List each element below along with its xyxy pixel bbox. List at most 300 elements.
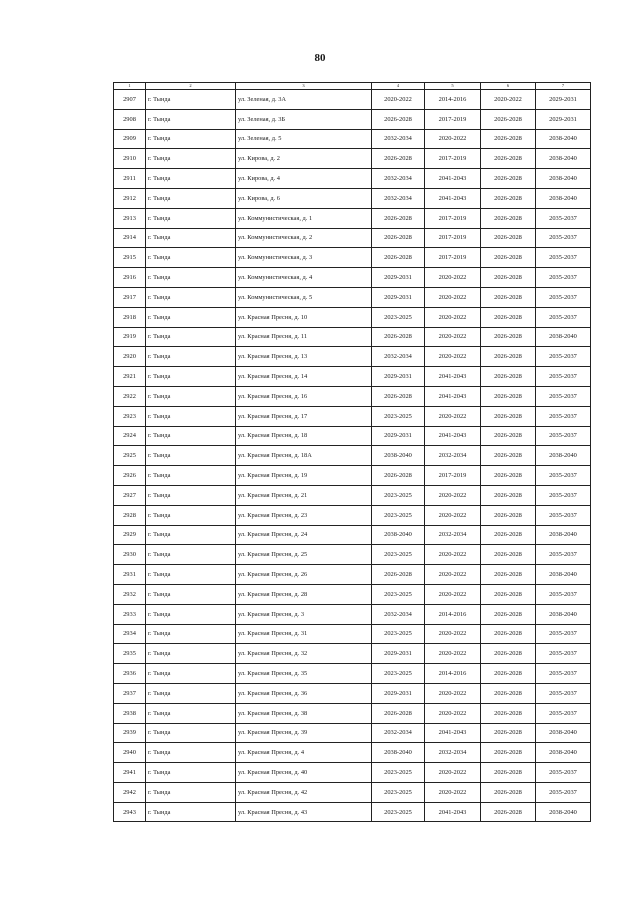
table-row [114,90,591,110]
table-row [114,545,591,565]
row-number-cell: 2926 [114,466,146,486]
period-cell: 2032-2034 [425,446,481,466]
period-cell: 2035-2037 [536,644,591,664]
period-cell: 2026-2028 [481,505,536,525]
period-cell: 2038-2040 [536,743,591,763]
table-row [114,763,591,783]
row-number-cell: 2908 [114,109,146,129]
city-cell: г. Тында [146,466,236,486]
period-cell: 2026-2028 [372,228,425,248]
address-cell: ул. Красная Пресня, д. 25 [236,545,372,565]
row-number-cell: 2928 [114,505,146,525]
row-number-cell: 2936 [114,664,146,684]
period-cell: 2023-2025 [372,485,425,505]
period-cell: 2035-2037 [536,763,591,783]
period-cell: 2026-2028 [481,763,536,783]
period-cell: 2038-2040 [536,327,591,347]
city-cell: г. Тында [146,327,236,347]
city-cell: г. Тында [146,664,236,684]
row-number-cell: 2932 [114,584,146,604]
period-cell: 2035-2037 [536,505,591,525]
column-number: 3 [236,83,372,90]
period-cell: 2026-2028 [481,525,536,545]
address-cell: ул. Красная Пресня, д. 39 [236,723,372,743]
period-cell: 2017-2019 [425,248,481,268]
period-cell: 2026-2028 [481,287,536,307]
period-cell: 2023-2025 [372,664,425,684]
period-cell: 2017-2019 [425,466,481,486]
table-row [114,367,591,387]
table-body [114,83,591,822]
row-number-cell: 2930 [114,545,146,565]
city-cell: г. Тында [146,485,236,505]
period-cell: 2020-2022 [425,268,481,288]
table-row [114,228,591,248]
period-cell: 2020-2022 [425,584,481,604]
city-cell: г. Тында [146,228,236,248]
period-cell: 2020-2022 [425,485,481,505]
table-row [114,188,591,208]
address-cell: ул. Красная Пресня, д. 17 [236,406,372,426]
period-cell: 2020-2022 [425,763,481,783]
period-cell: 2026-2028 [481,584,536,604]
period-cell: 2038-2040 [536,129,591,149]
row-number-cell: 2937 [114,683,146,703]
period-cell: 2035-2037 [536,782,591,802]
table-row [114,347,591,367]
city-cell: г. Тында [146,307,236,327]
period-cell: 2020-2022 [425,505,481,525]
period-cell: 2038-2040 [536,169,591,189]
period-cell: 2029-2031 [536,109,591,129]
period-cell: 2014-2016 [425,604,481,624]
row-number-cell: 2914 [114,228,146,248]
period-cell: 2038-2040 [372,446,425,466]
period-cell: 2026-2028 [481,683,536,703]
city-cell: г. Тында [146,703,236,723]
period-cell: 2026-2028 [481,802,536,822]
period-cell: 2038-2040 [536,604,591,624]
address-cell: ул. Красная Пресня, д. 21 [236,485,372,505]
city-cell: г. Тында [146,802,236,822]
address-cell: ул. Коммунистическая, д. 4 [236,268,372,288]
period-cell: 2026-2028 [372,386,425,406]
period-cell: 2023-2025 [372,802,425,822]
period-cell: 2035-2037 [536,466,591,486]
row-number-cell: 2921 [114,367,146,387]
address-cell: ул. Красная Пресня, д. 18А [236,446,372,466]
table-row [114,109,591,129]
period-cell: 2029-2031 [372,367,425,387]
period-cell: 2026-2028 [481,228,536,248]
address-cell: ул. Кирова, д. 4 [236,169,372,189]
period-cell: 2020-2022 [425,782,481,802]
period-cell: 2026-2028 [481,426,536,446]
period-cell: 2032-2034 [425,743,481,763]
address-cell: ул. Красная Пресня, д. 3 [236,604,372,624]
period-cell: 2035-2037 [536,347,591,367]
city-cell: г. Тында [146,505,236,525]
period-cell: 2023-2025 [372,624,425,644]
address-cell: ул. Красная Пресня, д. 18 [236,426,372,446]
period-cell: 2026-2028 [481,268,536,288]
period-cell: 2032-2034 [372,188,425,208]
table-row [114,149,591,169]
city-cell: г. Тында [146,169,236,189]
period-cell: 2026-2028 [481,149,536,169]
row-number-cell: 2909 [114,129,146,149]
period-cell: 2017-2019 [425,109,481,129]
period-cell: 2026-2028 [481,248,536,268]
table-row [114,782,591,802]
address-cell: ул. Красная Пресня, д. 35 [236,664,372,684]
table-row [114,604,591,624]
period-cell: 2035-2037 [536,485,591,505]
period-cell: 2032-2034 [372,129,425,149]
city-cell: г. Тында [146,644,236,664]
period-cell: 2026-2028 [481,406,536,426]
address-cell: ул. Коммунистическая, д. 1 [236,208,372,228]
period-cell: 2026-2028 [372,565,425,585]
address-cell: ул. Красная Пресня, д. 38 [236,703,372,723]
row-number-cell: 2939 [114,723,146,743]
period-cell: 2038-2040 [536,565,591,585]
period-cell: 2026-2028 [481,624,536,644]
row-number-cell: 2925 [114,446,146,466]
table-row [114,683,591,703]
address-cell: ул. Красная Пресня, д. 28 [236,584,372,604]
address-cell: ул. Красная Пресня, д. 32 [236,644,372,664]
column-number: 1 [114,83,146,90]
city-cell: г. Тында [146,248,236,268]
address-cell: ул. Кирова, д. 2 [236,149,372,169]
period-cell: 2035-2037 [536,287,591,307]
city-cell: г. Тында [146,90,236,110]
row-number-cell: 2922 [114,386,146,406]
table-row [114,525,591,545]
city-cell: г. Тында [146,367,236,387]
period-cell: 2035-2037 [536,208,591,228]
city-cell: г. Тында [146,723,236,743]
row-number-cell: 2912 [114,188,146,208]
period-cell: 2020-2022 [425,565,481,585]
address-cell: ул. Красная Пресня, д. 13 [236,347,372,367]
city-cell: г. Тында [146,109,236,129]
table-row [114,268,591,288]
table-row [114,664,591,684]
address-cell: ул. Зеленая, д. 3Б [236,109,372,129]
row-number-cell: 2940 [114,743,146,763]
period-cell: 2023-2025 [372,763,425,783]
period-cell: 2032-2034 [372,604,425,624]
period-cell: 2035-2037 [536,248,591,268]
period-cell: 2035-2037 [536,307,591,327]
period-cell: 2041-2043 [425,723,481,743]
period-cell: 2020-2022 [425,307,481,327]
address-cell: ул. Красная Пресня, д. 16 [236,386,372,406]
table-row [114,485,591,505]
period-cell: 2038-2040 [536,149,591,169]
period-cell: 2035-2037 [536,683,591,703]
table-row [114,169,591,189]
period-cell: 2035-2037 [536,426,591,446]
period-cell: 2020-2022 [425,347,481,367]
period-cell: 2032-2034 [372,347,425,367]
period-cell: 2038-2040 [372,743,425,763]
period-cell: 2014-2016 [425,90,481,110]
address-cell: ул. Красная Пресня, д. 4 [236,743,372,763]
period-cell: 2035-2037 [536,367,591,387]
period-cell: 2017-2019 [425,149,481,169]
period-cell: 2038-2040 [536,188,591,208]
period-cell: 2029-2031 [372,287,425,307]
table-row [114,327,591,347]
period-cell: 2038-2040 [536,802,591,822]
row-number-cell: 2918 [114,307,146,327]
column-number: 7 [536,83,591,90]
row-number-cell: 2919 [114,327,146,347]
city-cell: г. Тында [146,426,236,446]
period-cell: 2035-2037 [536,386,591,406]
city-cell: г. Тында [146,743,236,763]
row-number-cell: 2938 [114,703,146,723]
period-cell: 2026-2028 [481,446,536,466]
period-cell: 2026-2028 [481,604,536,624]
period-cell: 2029-2031 [372,426,425,446]
period-cell: 2026-2028 [372,248,425,268]
table-row [114,208,591,228]
period-cell: 2020-2022 [481,90,536,110]
period-cell: 2041-2043 [425,367,481,387]
period-cell: 2026-2028 [481,208,536,228]
city-cell: г. Тында [146,149,236,169]
period-cell: 2026-2028 [481,347,536,367]
city-cell: г. Тында [146,584,236,604]
period-cell: 2026-2028 [481,644,536,664]
period-cell: 2041-2043 [425,426,481,446]
period-cell: 2026-2028 [481,782,536,802]
period-cell: 2035-2037 [536,664,591,684]
period-cell: 2026-2028 [481,743,536,763]
row-number-cell: 2923 [114,406,146,426]
city-cell: г. Тында [146,782,236,802]
period-cell: 2032-2034 [425,525,481,545]
address-cell: ул. Красная Пресня, д. 36 [236,683,372,703]
table-row [114,802,591,822]
column-number-row [114,83,591,90]
table-row [114,248,591,268]
city-cell: г. Тында [146,386,236,406]
period-cell: 2020-2022 [425,129,481,149]
period-cell: 2017-2019 [425,208,481,228]
row-number-cell: 2929 [114,525,146,545]
period-cell: 2026-2028 [372,109,425,129]
city-cell: г. Тында [146,347,236,367]
period-cell: 2041-2043 [425,169,481,189]
city-cell: г. Тында [146,129,236,149]
period-cell: 2026-2028 [372,703,425,723]
row-number-cell: 2913 [114,208,146,228]
city-cell: г. Тында [146,287,236,307]
column-number: 4 [372,83,425,90]
period-cell: 2038-2040 [372,525,425,545]
row-number-cell: 2933 [114,604,146,624]
period-cell: 2020-2022 [425,545,481,565]
table-row [114,565,591,585]
row-number-cell: 2920 [114,347,146,367]
row-number-cell: 2931 [114,565,146,585]
period-cell: 2029-2031 [372,644,425,664]
address-cell: ул. Коммунистическая, д. 5 [236,287,372,307]
table-row [114,466,591,486]
city-cell: г. Тында [146,604,236,624]
period-cell: 2020-2022 [425,327,481,347]
city-cell: г. Тында [146,763,236,783]
address-cell: ул. Кирова, д. 6 [236,188,372,208]
table-row [114,644,591,664]
period-cell: 2026-2028 [481,545,536,565]
period-cell: 2035-2037 [536,268,591,288]
period-cell: 2032-2034 [372,169,425,189]
city-cell: г. Тында [146,208,236,228]
row-number-cell: 2941 [114,763,146,783]
table-row [114,446,591,466]
period-cell: 2029-2031 [372,683,425,703]
address-cell: ул. Красная Пресня, д. 14 [236,367,372,387]
period-cell: 2038-2040 [536,446,591,466]
table-row [114,584,591,604]
row-number-cell: 2924 [114,426,146,446]
city-cell: г. Тында [146,525,236,545]
row-number-cell: 2917 [114,287,146,307]
period-cell: 2041-2043 [425,386,481,406]
period-cell: 2029-2031 [372,268,425,288]
period-cell: 2026-2028 [481,565,536,585]
city-cell: г. Тында [146,545,236,565]
period-cell: 2026-2028 [372,466,425,486]
period-cell: 2029-2031 [536,90,591,110]
address-cell: ул. Зеленая, д. 5 [236,129,372,149]
city-cell: г. Тында [146,406,236,426]
city-cell: г. Тында [146,624,236,644]
period-cell: 2041-2043 [425,802,481,822]
period-cell: 2032-2034 [372,723,425,743]
address-cell: ул. Коммунистическая, д. 3 [236,248,372,268]
address-cell: ул. Коммунистическая, д. 2 [236,228,372,248]
city-cell: г. Тында [146,188,236,208]
table-row [114,386,591,406]
period-cell: 2023-2025 [372,307,425,327]
housing-schedule-table [113,82,591,822]
page-number: 80 [314,52,326,64]
period-cell: 2020-2022 [425,703,481,723]
period-cell: 2020-2022 [425,406,481,426]
period-cell: 2026-2028 [481,466,536,486]
address-cell: ул. Красная Пресня, д. 43 [236,802,372,822]
column-number: 2 [146,83,236,90]
period-cell: 2035-2037 [536,228,591,248]
row-number-cell: 2927 [114,485,146,505]
period-cell: 2026-2028 [481,703,536,723]
row-number-cell: 2942 [114,782,146,802]
column-number: 5 [425,83,481,90]
city-cell: г. Тында [146,683,236,703]
address-cell: ул. Красная Пресня, д. 10 [236,307,372,327]
address-cell: ул. Зеленая, д. 3А [236,90,372,110]
row-number-cell: 2934 [114,624,146,644]
period-cell: 2023-2025 [372,584,425,604]
period-cell: 2023-2025 [372,545,425,565]
period-cell: 2026-2028 [372,327,425,347]
period-cell: 2026-2028 [481,169,536,189]
period-cell: 2020-2022 [425,287,481,307]
period-cell: 2026-2028 [481,188,536,208]
address-cell: ул. Красная Пресня, д. 19 [236,466,372,486]
table-row [114,307,591,327]
period-cell: 2038-2040 [536,525,591,545]
period-cell: 2020-2022 [425,644,481,664]
address-cell: ул. Красная Пресня, д. 42 [236,782,372,802]
table-row [114,426,591,446]
period-cell: 2026-2028 [481,386,536,406]
address-cell: ул. Красная Пресня, д. 40 [236,763,372,783]
table-row [114,723,591,743]
period-cell: 2020-2022 [425,624,481,644]
city-cell: г. Тында [146,446,236,466]
table-row [114,703,591,723]
period-cell: 2026-2028 [481,664,536,684]
period-cell: 2020-2022 [425,683,481,703]
period-cell: 2017-2019 [425,228,481,248]
period-cell: 2026-2028 [372,208,425,228]
row-number-cell: 2907 [114,90,146,110]
address-cell: ул. Красная Пресня, д. 26 [236,565,372,585]
city-cell: г. Тында [146,268,236,288]
row-number-cell: 2935 [114,644,146,664]
period-cell: 2035-2037 [536,584,591,604]
address-cell: ул. Красная Пресня, д. 31 [236,624,372,644]
row-number-cell: 2915 [114,248,146,268]
table-row [114,743,591,763]
address-cell: ул. Красная Пресня, д. 24 [236,525,372,545]
period-cell: 2023-2025 [372,505,425,525]
period-cell: 2026-2028 [481,109,536,129]
period-cell: 2026-2028 [481,367,536,387]
city-cell: г. Тында [146,565,236,585]
period-cell: 2026-2028 [481,307,536,327]
period-cell: 2026-2028 [481,327,536,347]
period-cell: 2035-2037 [536,624,591,644]
period-cell: 2026-2028 [481,485,536,505]
period-cell: 2035-2037 [536,406,591,426]
row-number-cell: 2943 [114,802,146,822]
row-number-cell: 2911 [114,169,146,189]
period-cell: 2026-2028 [481,723,536,743]
address-cell: ул. Красная Пресня, д. 23 [236,505,372,525]
table-row [114,129,591,149]
period-cell: 2026-2028 [372,149,425,169]
period-cell: 2035-2037 [536,545,591,565]
table-row [114,287,591,307]
period-cell: 2038-2040 [536,723,591,743]
period-cell: 2035-2037 [536,703,591,723]
row-number-cell: 2916 [114,268,146,288]
row-number-cell: 2910 [114,149,146,169]
table-row [114,406,591,426]
period-cell: 2023-2025 [372,406,425,426]
column-number: 6 [481,83,536,90]
table-row [114,505,591,525]
